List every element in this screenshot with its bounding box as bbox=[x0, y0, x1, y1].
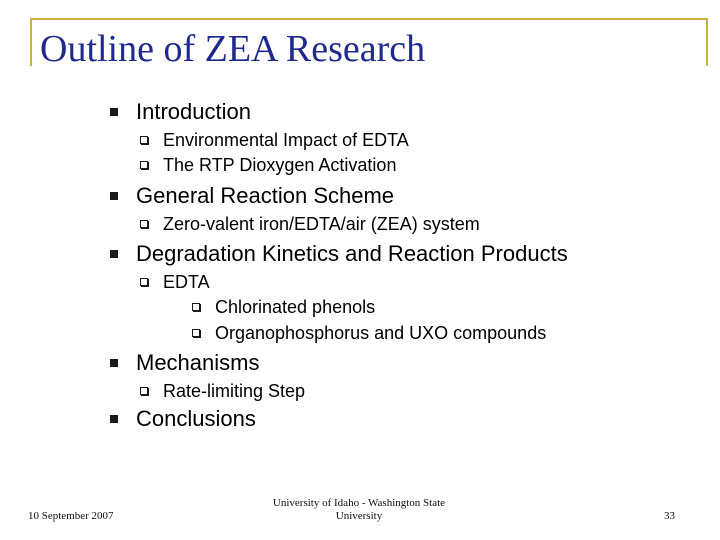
square-bullet-icon bbox=[110, 250, 118, 258]
hollow-square-bullet-icon bbox=[192, 329, 200, 337]
sub-item-edta: EDTA bbox=[163, 272, 210, 292]
square-bullet-icon bbox=[110, 415, 118, 423]
hollow-square-bullet-icon bbox=[140, 220, 148, 228]
frame-right-line bbox=[706, 18, 708, 66]
outline-item-degradation-kinetics: Degradation Kinetics and Reaction Products bbox=[136, 241, 568, 266]
frame-top-line bbox=[30, 18, 708, 20]
square-bullet-icon bbox=[110, 359, 118, 367]
outline-item-general-reaction-scheme: General Reaction Scheme bbox=[136, 183, 395, 208]
footer-institution: University of Idaho - Washington State University bbox=[272, 497, 446, 522]
sub-item-rtp-dioxygen: The RTP Dioxygen Activation bbox=[163, 155, 397, 175]
hollow-square-bullet-icon bbox=[140, 161, 148, 169]
footer-page-number: 33 bbox=[664, 510, 675, 522]
square-bullet-icon bbox=[110, 108, 118, 116]
hollow-square-bullet-icon bbox=[140, 278, 148, 286]
outline-item-mechanisms: Mechanisms bbox=[136, 350, 260, 375]
sub-item-environmental-impact: Environmental Impact of EDTA bbox=[163, 130, 409, 150]
outline-item-conclusions: Conclusions bbox=[136, 406, 256, 431]
slide-title: Outline of ZEA Research bbox=[40, 28, 426, 70]
sub-item-rate-limiting-step: Rate-limiting Step bbox=[163, 381, 306, 401]
hollow-square-bullet-icon bbox=[140, 136, 148, 144]
hollow-square-bullet-icon bbox=[192, 303, 200, 311]
square-bullet-icon bbox=[110, 192, 118, 200]
sub-sub-item-organophosphorus: Organophosphorus and UXO compounds bbox=[215, 323, 547, 343]
frame-left-line bbox=[30, 18, 32, 66]
sub-item-zea-system: Zero-valent iron/EDTA/air (ZEA) system bbox=[163, 214, 480, 234]
outline-item-introduction: Introduction bbox=[136, 99, 251, 124]
hollow-square-bullet-icon bbox=[140, 387, 148, 395]
footer-date: 10 September 2007 bbox=[28, 510, 114, 522]
sub-sub-item-chlorinated-phenols: Chlorinated phenols bbox=[215, 297, 376, 317]
